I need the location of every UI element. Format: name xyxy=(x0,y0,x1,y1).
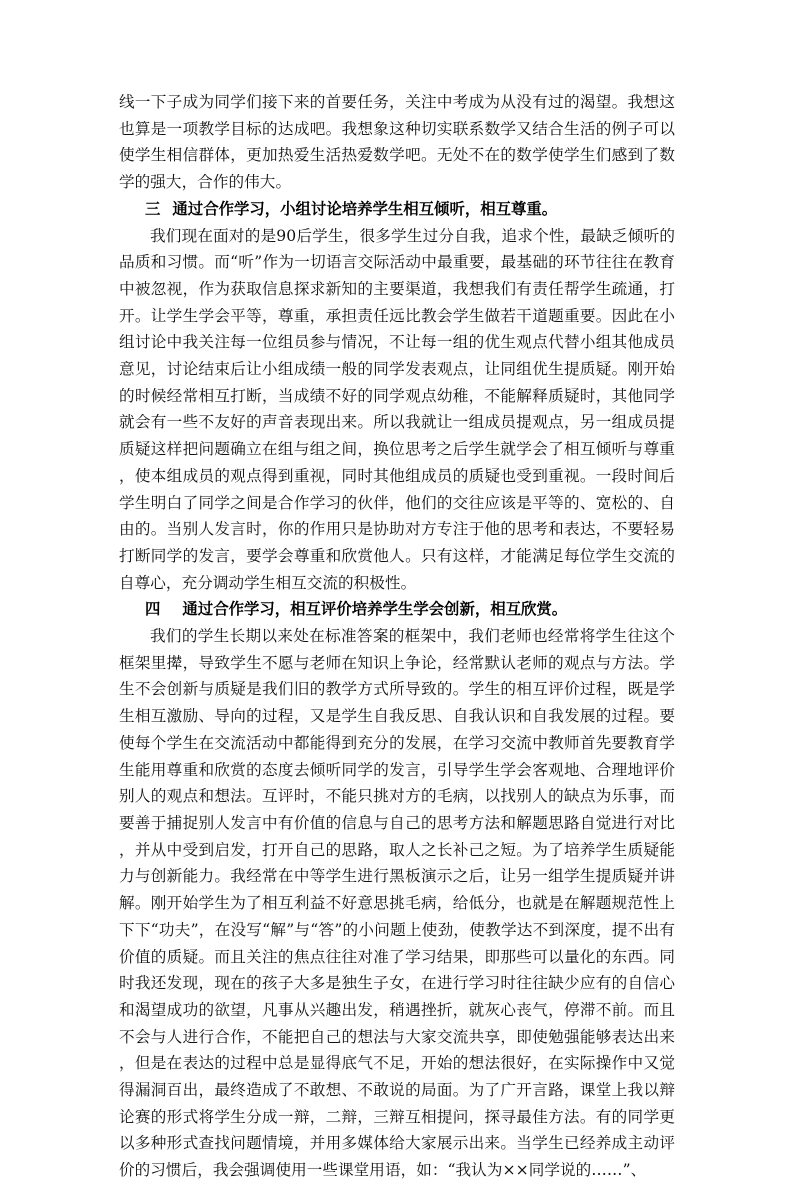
section-title: 通过合作学习，相互评价培养学生学会创新，相互欣赏。 xyxy=(182,600,568,619)
section-title: 通过合作学习，小组讨论培养学生相互倾听，相互尊重。 xyxy=(172,199,558,218)
document-body xyxy=(119,89,675,1184)
paragraph-continuation: 线一下子成为同学们接下来的首要任务，关注中考成为从没有过的渴望。我想这也算是一项教学目标的达成吧。我想象这种切实联系数学又结合生活的例子可以使学生相信群体，更加热爱生活热爱数学吧。无处不在的数学使学生们感到了数学的强大，合作的伟大。 xyxy=(119,93,675,192)
section-heading-4 xyxy=(119,596,675,623)
section-number: 四 xyxy=(145,600,161,619)
paragraph-listening: 我们现在面对的是90后学生，很多学生过分自我，追求个性，最缺乏倾听的品质和习惯。而“听”作为一切语言交际活动中最重要，最基础的环节往往在教育中被忽视，作为获取信息探求新知的主要渠道，我想我们有责任帮学生疏通，打开。让学生学会平等，尊重，承担责任远比教会学生做若干道题重要。因此在小组讨论中我关注每一位组员参与情况，不让每一组的优生观点代替小组其他成员意见，讨论结束后让小组成绩一般的同学发表观点，让同组优生提质疑。刚开始的时候经常相互打断，当成绩不好的同学观点幼稚，不能解释质疑时，其他同学就会有一些不友好的声音表现出来。所以我就让一组成员提观点，另一组成员提质疑这样把问题确立在组与组之间，换位思考之后学生就学会了相互倾听与尊重，使本组成员的观点得到重视，同时其他组成员的质疑也受到重视。一段时间后学生明白了同学之间是合作学习的伙伴，他们的交往应该是平等的、宽松的、自由的。当别人发言时，你的作用只是协助对方专注于他的思考和表达，不要轻易打断同学的发言，要学会尊重和欣赏他人。只有这样，才能满足每位学生交流的自尊心，充分调动学生相互交流的积极性。 xyxy=(119,226,675,592)
section-number: 三 xyxy=(145,199,161,218)
paragraph-evaluation: 我们的学生长期以来处在标准答案的框架中，我们老师也经常将学生往这个框架里撵，导致学生不愿与老师在知识上争论，经常默认老师的观点与方法。学生不会创新与质疑是我们旧的教学方式所导致的。学生的相互评价过程，既是学生相互激励、导向的过程，又是学生自我反思、自我认识和自我发展的过程。要使每个学生在交流活动中都能得到充分的发展，在学习交流中教师首先要教育学生能用尊重和欣赏的态度去倾听同学的发言，引导学生学会客观地、合理地评价别人的观点和想法。互评时，不能只挑对方的毛病，以找别人的缺点为乐事，而要善于捕捉别人发言中有价值的信息与自己的思考方法和解题思路自觉进行对比，并从中受到启发，打开自己的思路，取人之长补己之短。为了培养学生质疑能力与创新能力。我经常在中等学生进行黑板演示之后，让另一组学生提质疑并讲解。刚开始学生为了相互利益不好意思挑毛病，给低分，也就是在解题规范性上下下“功夫”，在没写“解”与“答”的小问题上使劲，使教学达不到深度，提不出有价值的质疑。而且关注的焦点往往对准了学习结果，即那些可以量化的东西。同时我还发现，现在的孩子大多是独生子女，在进行学习时往往缺少应有的自信心和渴望成功的欲望，凡事从兴趣出发，稍遇挫折，就灰心丧气，停滞不前。而且不会与人进行合作，不能把自己的想法与大家交流共享，即使勉强能够表达出来，但是在表达的过程中总是显得底气不足，开始的想法很好，在实际操作中又觉得漏洞百出，最终造成了不敢想、不敢说的局面。为了广开言路，课堂上我以辩论赛的形式将学生分成一辩，二辩，三辩互相提问，探寻最佳方法。有的同学更以多种形式查找问题情境，并用多媒体给大家展示出来。当学生已经养成主动评价的习惯后，我会强调使用一些课堂用语，如：“我认为××同学说的……”、 xyxy=(119,627,675,1180)
section-heading-3 xyxy=(119,196,675,223)
